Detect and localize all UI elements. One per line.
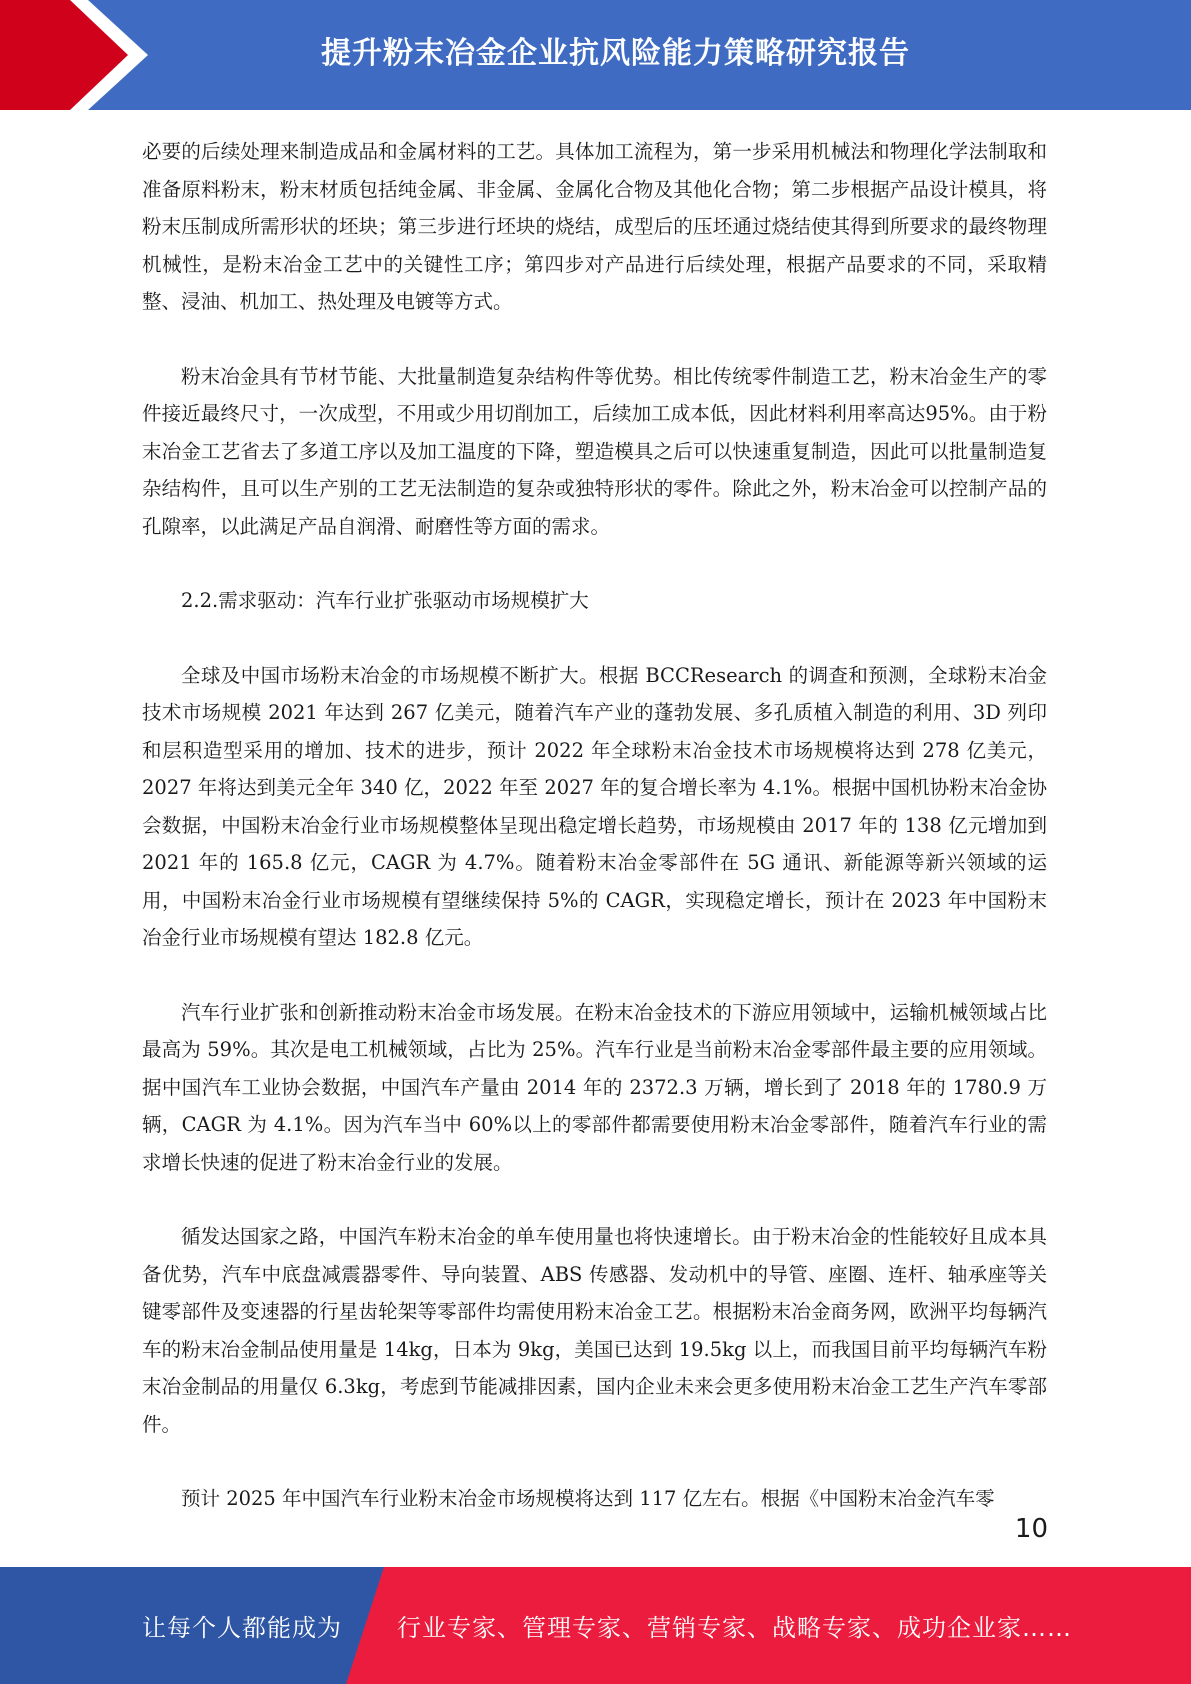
body-paragraph: 汽车行业扩张和创新推动粉末冶金市场发展。在粉末冶金技术的下游应用领域中，运输机械领域占比最高为 59%。其次是电工机械领域，占比为 25%。汽车行业是当前粉末冶金零部件最主要的应用领域。据中国汽车工业协会数据，中国汽车产量由 2014 年的 2372.3 万辆，增长到了 2018 年的 1780.9 万辆，CAGR 为 4.1%。因为汽车当中 60%以上的零部件都需要使用粉末冶金零部件，随着汽车行业的需求增长快速的促进了粉末冶金行业的发展。 [142, 1000, 1047, 1174]
page-number: 10 [1014, 1514, 1048, 1544]
footer-slogan-left: 让每个人都能成为 [142, 1614, 342, 1642]
body-paragraph: 粉末冶金具有节材节能、大批量制造复杂结构件等优势。相比传统零件制造工艺，粉末冶金生产的零件接近最终尺寸，一次成型，不用或少用切削加工，后续加工成本低，因此材料利用率高达95%。由于粉末冶金工艺省去了多道工序以及加工温度的下降，塑造模具之后可以快速重复制造，因此可以批量制造复杂结构件，且可以生产别的工艺无法制造的复杂或独特形状的零件。除此之外，粉末冶金可以控制产品的孔隙率，以此满足产品自润滑、耐磨性等方面的需求。 [142, 364, 1047, 538]
footer-slogan-right: 行业专家、管理专家、营销专家、战略专家、成功企业家…… [397, 1614, 1072, 1642]
page-footer [0, 1567, 1191, 1684]
section-heading: 2.2.需求驱动：汽车行业扩张驱动市场规模扩大 [181, 589, 589, 612]
page-header-title: 提升粉末冶金企业抗风险能力策略研究报告 [321, 36, 910, 71]
body-paragraph: 循发达国家之路，中国汽车粉末冶金的单车使用量也将快速增长。由于粉末冶金的性能较好且成本具备优势，汽车中底盘减震器零件、导向装置、ABS 传感器、发动机中的导管、座圈、连杆、轴承座等关键零部件及变速器的行星齿轮架等零部件均需使用粉末冶金工艺。根据粉末冶金商务网，欧洲平均每辆汽车的粉末冶金制品使用量是 14kg，日本为 9kg，美国已达到 19.5kg 以上，而我国目前平均每辆汽车粉末冶金制品的用量仅 6.3kg，考虑到节能减排因素，国内企业未来会更多使用粉末冶金工艺生产汽车零部件。 [142, 1225, 1047, 1436]
page-header [0, 0, 1191, 110]
header-chevron-decoration [0, 0, 150, 110]
body-paragraph: 预计 2025 年中国汽车行业粉末冶金市场规模将达到 117 亿左右。根据《中国粉末冶金汽车零 [181, 1487, 995, 1510]
document-body [142, 133, 1047, 1555]
body-paragraph: 全球及中国市场粉末冶金的市场规模不断扩大。根据 BCCResearch 的调查和预测，全球粉末冶金技术市场规模 2021 年达到 267 亿美元，随着汽车产业的蓬勃发展、多孔质植入制造的利用、3D 列印和层积造型采用的增加、技术的进步，预计 2022 年全球粉末冶金技术市场规模将达到 278 亿美元，2027 年将达到美元全年 340 亿，2022 年至 2027 年的复合增长率为 4.1%。根据中国机协粉末冶金协会数据，中国粉末冶金行业市场规模整体呈现出稳定增长趋势，市场规模由 2017 年的 138 亿元增加到 2021 年的 165.8 亿元，CAGR 为 4.7%。随着粉末冶金零部件在 5G 通讯、新能源等新兴领域的运用，中国粉末冶金行业市场规模有望继续保持 5%的 CAGR，实现稳定增长，预计在 2023 年中国粉末冶金行业市场规模有望达 182.8 亿元。 [142, 663, 1047, 949]
body-paragraph: 必要的后续处理来制造成品和金属材料的工艺。具体加工流程为，第一步采用机械法和物理化学法制取和准备原料粉末，粉末材质包括纯金属、非金属、金属化合物及其他化合物；第二步根据产品设计模具，将粉末压制成所需形状的坯块；第三步进行坯块的烧结，成型后的压坯通过烧结使其得到所要求的最终物理机械性，是粉末冶金工艺中的关键性工序；第四步对产品进行后续处理，根据产品要求的不同，采取精整、浸油、机加工、热处理及电镀等方式。 [142, 140, 1047, 313]
